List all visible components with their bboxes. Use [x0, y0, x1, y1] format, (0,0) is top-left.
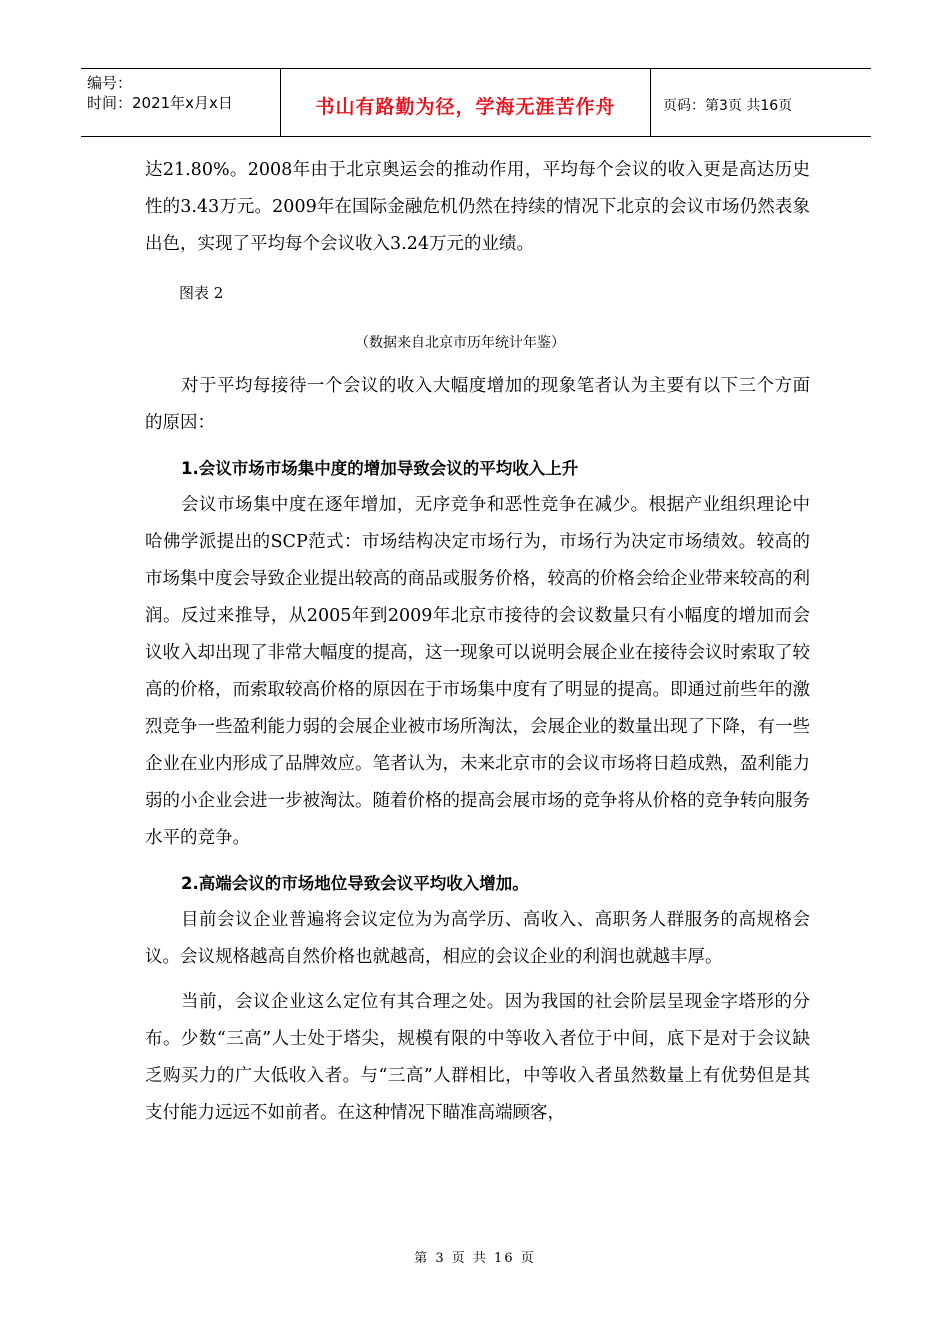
header-motto: 书山有路勤为径，学海无涯苦作舟	[281, 69, 651, 136]
figure-source-note: （数据来自北京市历年统计年鉴）	[355, 335, 565, 351]
header-number-label: 编号：	[87, 74, 133, 92]
paragraph-high-end-positioning: 目前会议企业普遍将会议定位为为高学历、高收入、高职务人群服务的高规格会议。会议规格越高自然价格也就越高，相应的会议企业的利润也就越丰厚。	[145, 910, 810, 967]
main-body	[145, 368, 810, 1132]
header-date-label: 时间：2021年x月x日	[87, 94, 233, 112]
figure-label: 图表 2	[179, 284, 224, 302]
heading-high-end-meetings: 2.高端会议的市场地位导致会议平均收入增加。	[181, 874, 529, 893]
header-meta-cell	[81, 69, 281, 136]
paragraph-social-pyramid: 当前，会议企业这么定位有其合理之处。因为我国的社会阶层呈现金字塔形的分布。少数“三高”人士处于塔尖，规模有限的中等收入者位于中间，底下是对于会议缺乏购买力的广大低收入者。与“三高”人群相比，中等收入者虽然数量上有优势但是其支付能力远远不如前者。在这种情况下瞄准高端顾客，	[145, 992, 810, 1123]
header-page-label: 页码：第3页 共16页	[663, 97, 793, 114]
intro-section	[145, 152, 810, 263]
heading-market-concentration: 1.会议市场市场集中度的增加导致会议的平均收入上升	[181, 459, 579, 478]
page-footer: 第 3 页 共 16 页	[414, 1251, 536, 1266]
page-header	[81, 68, 871, 137]
intro-paragraph: 达21.80%。2008年由于北京奥运会的推动作用，平均每个会议的收入更是高达历史性的3.43万元。2009年在国际金融危机仍然在持续的情况下北京的会议市场仍然表象出色，实现了平均每个会议收入3.24万元的业绩。	[145, 160, 810, 254]
paragraph-reasons: 对于平均每接待一个会议的收入大幅度增加的现象笔者认为主要有以下三个方面的原因：	[145, 376, 810, 433]
paragraph-market-concentration: 会议市场集中度在逐年增加，无序竞争和恶性竞争在减少。根据产业组织理论中哈佛学派提出的SCP范式：市场结构决定市场行为，市场行为决定市场绩效。较高的市场集中度会导致企业提出较高的商品或服务价格，较高的价格会给企业带来较高的利润。反过来推导，从2005年到2009年北京市接待的会议数量只有小幅度的增加而会议收入却出现了非常大幅度的提高，这一现象可以说明会展企业在接待会议时索取了较高的价格，而索取较高价格的原因在于市场集中度有了明显的提高。即通过前些年的激烈竞争一些盈利能力弱的会展企业被市场所淘汰，会展企业的数量出现了下降，有一些企业在业内形成了品牌效应。笔者认为，未来北京市的会议市场将日趋成熟，盈利能力弱的小企业会进一步被淘汰。随着价格的提高会展市场的竞争将从价格的竞争转向服务水平的竞争。	[145, 495, 810, 848]
